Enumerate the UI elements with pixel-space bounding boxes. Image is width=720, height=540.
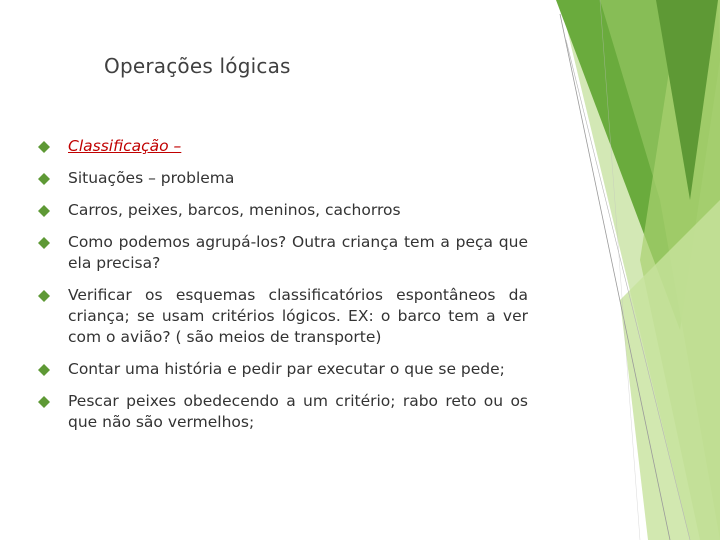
diamond-icon [38, 396, 50, 408]
diamond-icon [38, 290, 50, 302]
bullet-text: Situações – problema [68, 169, 235, 187]
diamond-icon [38, 364, 50, 376]
bullet-text: Verificar os esquemas classificatórios espontâneos da criança; se usam critérios lógicos. EX: o barco tem a ver com o avião? ( são meios de transporte) [68, 286, 528, 346]
diamond-icon [38, 205, 50, 217]
bullet-text: Contar uma história e pedir par executar o que se pede; [68, 360, 505, 378]
bullet-text: Como podemos agrupá-los? Outra criança tem a peça que ela precisa? [68, 233, 528, 272]
bullet-item [38, 285, 528, 348]
diamond-icon [38, 141, 50, 153]
bullet-text: Carros, peixes, barcos, meninos, cachorros [68, 201, 401, 219]
bullet-item [38, 359, 528, 380]
bullet-item [38, 136, 528, 157]
diamond-icon [38, 237, 50, 249]
bullet-item [38, 232, 528, 274]
bullet-list [38, 136, 528, 433]
bullet-item [38, 168, 528, 189]
slide-title: Operações lógicas [104, 54, 291, 78]
bullet-item [38, 391, 528, 433]
diamond-icon [38, 173, 50, 185]
bullet-text: Classificação – [68, 137, 182, 155]
bullet-item [38, 200, 528, 221]
bullet-text: Pescar peixes obedecendo a um critério; rabo reto ou os que não são vermelhos; [68, 392, 528, 431]
